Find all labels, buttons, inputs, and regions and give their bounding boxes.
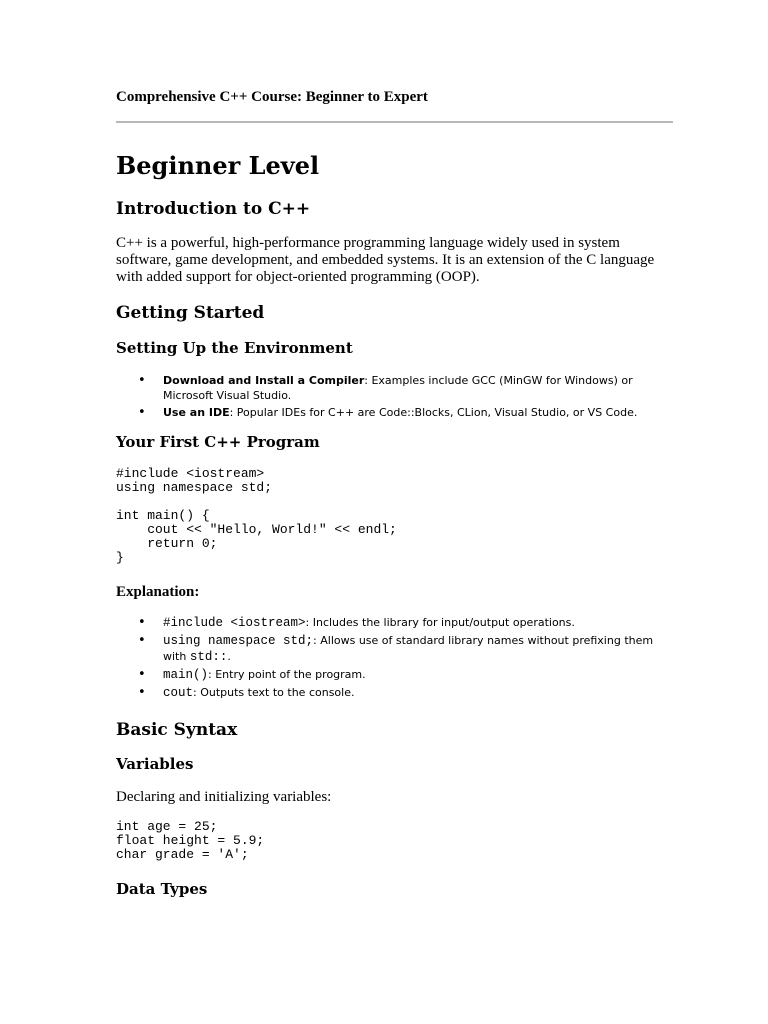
setup-environment-heading: Setting Up the Environment [116, 339, 353, 357]
variables-heading: Variables [116, 755, 194, 773]
list-item-code-inline: std:: [189, 650, 228, 664]
list-item [163, 615, 673, 631]
list-item-term: Download and Install a Compiler [163, 374, 365, 387]
list-item [163, 667, 673, 683]
data-types-heading: Data Types [116, 880, 208, 898]
document-title: Comprehensive C++ Course: Beginner to Expert [116, 89, 428, 105]
list-item-text: : Allows use of standard library names without prefixing them with [163, 634, 654, 663]
beginner-level-heading: Beginner Level [116, 151, 320, 180]
first-program-code-block: #include <iostream> using namespace std; int main() { cout << "Hello, World!" << endl; return 0; } [116, 466, 397, 565]
basic-syntax-heading: Basic Syntax [116, 720, 238, 740]
list-item-text-end: . [227, 650, 231, 663]
list-item-code: using namespace std; [163, 634, 314, 648]
explanation-heading: Explanation: [116, 584, 200, 600]
list-item-text: : Outputs text to the console. [193, 686, 355, 699]
list-item-code: #include <iostream> [163, 616, 306, 630]
list-item [163, 405, 673, 420]
getting-started-heading: Getting Started [116, 303, 265, 323]
title-divider [116, 121, 673, 123]
list-item [163, 685, 673, 701]
list-item-text: : Popular IDEs for C++ are Code::Blocks, CLion, Visual Studio, or VS Code. [229, 406, 638, 419]
list-item-code: main() [163, 668, 209, 682]
list-item-text: : Examples include GCC (MinGW for Windows) or Microsoft Visual Studio. [163, 374, 633, 402]
list-item [163, 373, 673, 403]
introduction-heading: Introduction to C++ [116, 199, 311, 219]
explanation-list [116, 615, 673, 701]
list-item-text: : Includes the library for input/output operations. [305, 616, 575, 629]
list-item-text: : Entry point of the program. [208, 668, 366, 681]
setup-list [116, 373, 673, 420]
variables-code-block: int age = 25; float height = 5.9; char grade = 'A'; [116, 819, 265, 862]
introduction-paragraph: C++ is a powerful, high-performance programming language widely used in system software, game development, and embedded systems. It is an extension of the C language with added support for object-oriented programming (OOP). [116, 235, 655, 285]
variables-paragraph: Declaring and initializing variables: [116, 789, 332, 805]
list-item [163, 633, 673, 665]
list-item-term: Use an IDE [163, 406, 230, 419]
first-program-heading: Your First C++ Program [116, 433, 320, 451]
list-item-code: cout [163, 686, 194, 700]
